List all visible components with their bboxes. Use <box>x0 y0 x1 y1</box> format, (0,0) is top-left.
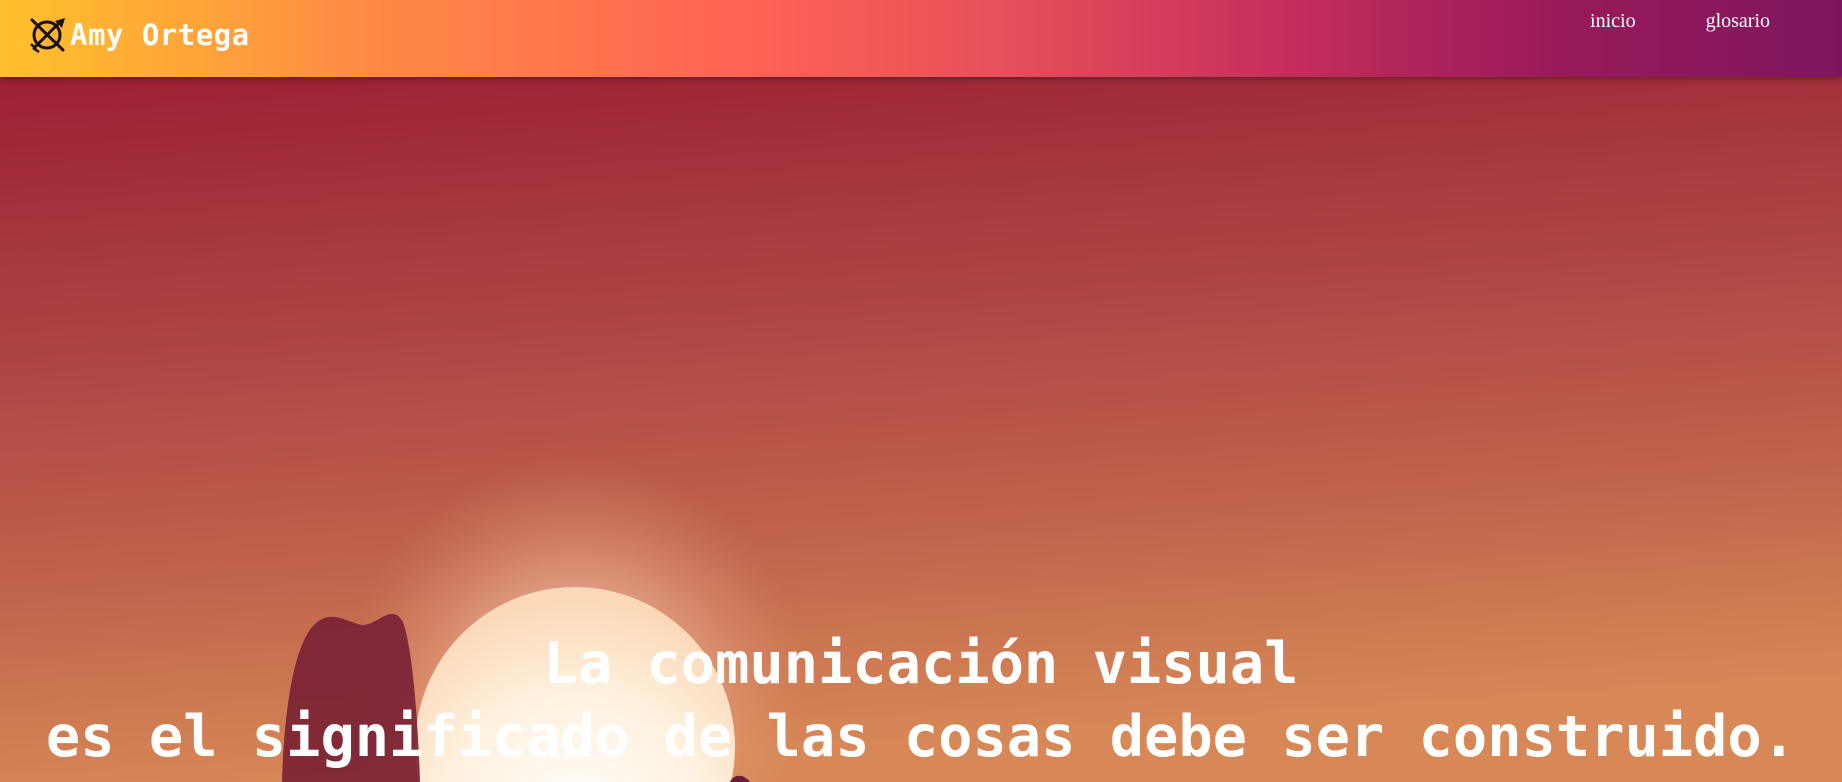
top-navigation-bar <box>0 0 1842 77</box>
nav-link-glosario[interactable]: glosario <box>1705 10 1770 32</box>
headline-line-1: La comunicación visual <box>543 631 1299 698</box>
hero-headline <box>0 628 1842 774</box>
nav-link-inicio[interactable]: inicio <box>1590 10 1636 32</box>
main-nav <box>1590 10 1770 33</box>
brand[interactable] <box>28 14 250 56</box>
headline-line-2: es el significado de las cosas debe ser construido. <box>45 704 1797 771</box>
bow-and-arrow-icon <box>28 15 68 55</box>
brand-name: Amy Ortega <box>70 18 250 52</box>
